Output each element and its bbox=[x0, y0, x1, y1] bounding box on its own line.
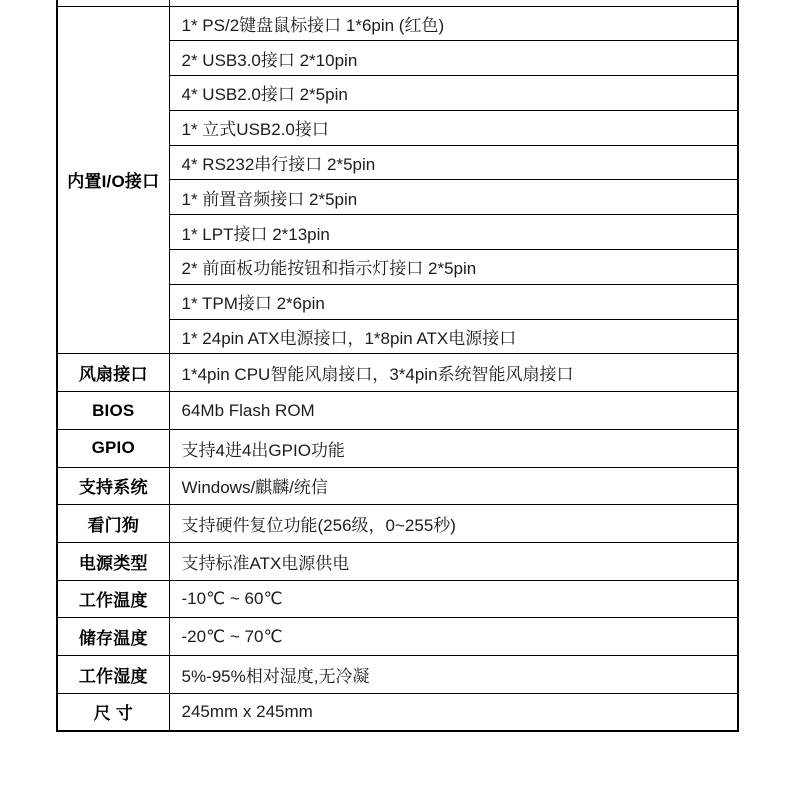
row-value: 1*4pin CPU智能风扇接口，3*4pin系统智能风扇接口 bbox=[169, 354, 738, 392]
row-label: 工作温度 bbox=[57, 580, 169, 618]
io-item: 1* TPM接口 2*6pin bbox=[169, 284, 738, 319]
io-item: 1* 立式USB2.0接口 bbox=[169, 110, 738, 145]
io-item: 2* 前面板功能按钮和指示灯接口 2*5pin bbox=[169, 250, 738, 285]
row-label-io: 内置I/O接口 bbox=[57, 6, 169, 354]
table-row bbox=[57, 6, 738, 41]
row-value: 支持硬件复位功能(256级，0~255秒) bbox=[169, 505, 738, 543]
io-item: 1* LPT接口 2*13pin bbox=[169, 215, 738, 250]
table-row bbox=[57, 618, 738, 656]
row-label: 储存温度 bbox=[57, 618, 169, 656]
io-item: 2* USB3.0接口 2*10pin bbox=[169, 41, 738, 76]
row-value: 245mm x 245mm bbox=[169, 693, 738, 731]
row-value: -10℃ ~ 60℃ bbox=[169, 580, 738, 618]
table-row bbox=[57, 693, 738, 731]
row-label: 工作湿度 bbox=[57, 655, 169, 693]
row-value: 支持4进4出GPIO功能 bbox=[169, 429, 738, 467]
table-row bbox=[57, 392, 738, 430]
row-value: 64Mb Flash ROM bbox=[169, 392, 738, 430]
table-row bbox=[57, 467, 738, 505]
io-item: 1* 前置音频接口 2*5pin bbox=[169, 180, 738, 215]
row-value: 5%-95%相对湿度,无冷凝 bbox=[169, 655, 738, 693]
table-row bbox=[57, 542, 738, 580]
spec-table bbox=[56, 0, 739, 732]
io-item: 4* USB2.0接口 2*5pin bbox=[169, 76, 738, 111]
io-item: 1* PS/2键盘鼠标接口 1*6pin (红色) bbox=[169, 6, 738, 41]
row-value: 支持标准ATX电源供电 bbox=[169, 542, 738, 580]
row-label: GPIO bbox=[57, 429, 169, 467]
row-label: 看门狗 bbox=[57, 505, 169, 543]
table-row bbox=[57, 655, 738, 693]
row-label: 风扇接口 bbox=[57, 354, 169, 392]
row-value: Windows/麒麟/统信 bbox=[169, 467, 738, 505]
row-label: BIOS bbox=[57, 392, 169, 430]
row-label: 尺 寸 bbox=[57, 693, 169, 731]
io-item: 1* 24pin ATX电源接口，1*8pin ATX电源接口 bbox=[169, 319, 738, 354]
row-label: 电源类型 bbox=[57, 542, 169, 580]
row-value: -20℃ ~ 70℃ bbox=[169, 618, 738, 656]
table-row bbox=[57, 354, 738, 392]
io-item: 4* RS232串行接口 2*5pin bbox=[169, 145, 738, 180]
table-row bbox=[57, 429, 738, 467]
table-row bbox=[57, 580, 738, 618]
row-label: 支持系统 bbox=[57, 467, 169, 505]
table-row bbox=[57, 505, 738, 543]
